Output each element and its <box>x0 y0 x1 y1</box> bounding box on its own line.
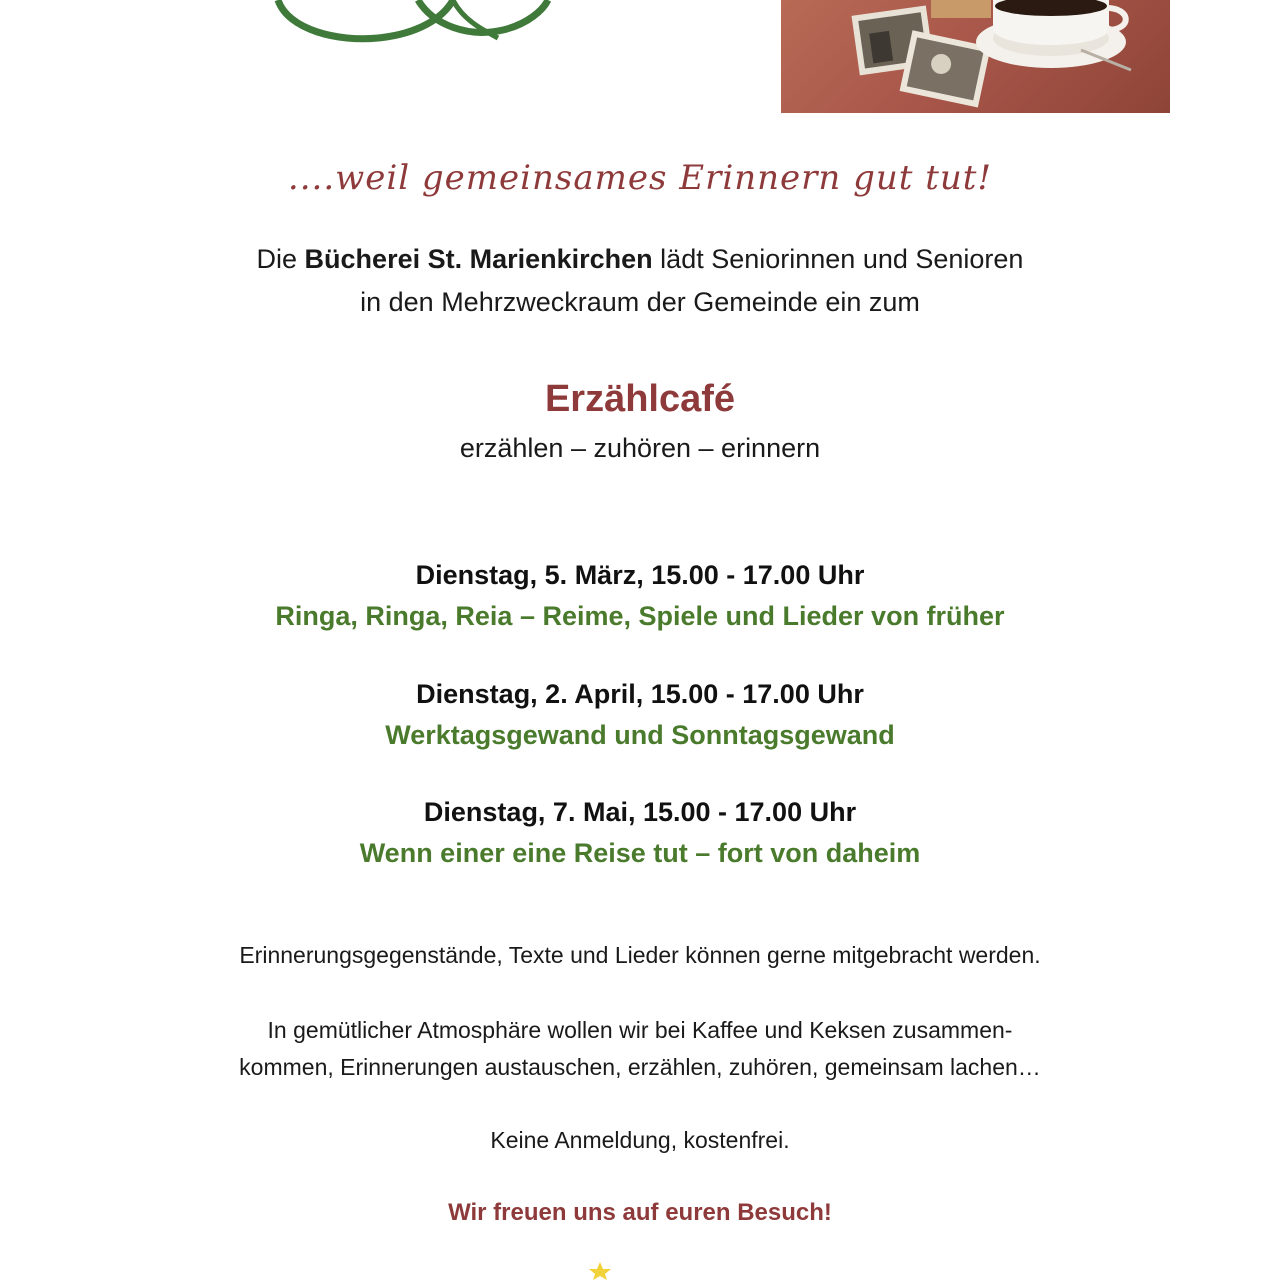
star-icon <box>585 1262 615 1280</box>
event-topic-1: Ringa, Ringa, Reia – Reime, Spiele und Lieder von früher <box>275 601 1005 631</box>
event-date-3: Dienstag, 7. Mai, 15.00 - 17.00 Uhr <box>423 797 857 827</box>
note-registration: Keine Anmeldung, kostenfrei. <box>490 1127 790 1153</box>
note-bring: Erinnerungsgegenstände, Texte und Lieder können gerne mitgebracht werden. <box>239 942 1041 968</box>
event-date-2: Dienstag, 2. April, 15.00 - 17.00 Uhr <box>416 679 864 709</box>
note-atmosphere-1: In gemütlicher Atmosphäre wollen wir bei Kaffee und Keksen zusammen- <box>267 1017 1013 1043</box>
note-atmosphere-2: kommen, Erinnerungen austauschen, erzählen, zuhören, gemeinsam lachen… <box>239 1054 1041 1080</box>
coffee-photos-image <box>781 0 1170 113</box>
event-topic-3: Wenn einer eine Reise tut – fort von daheim <box>359 838 921 868</box>
intro-line-2: in den Mehrzweckraum der Gemeinde ein zum <box>360 287 920 317</box>
intro-line-1 <box>0 244 1280 275</box>
closing-message: Wir freuen uns auf euren Besuch! <box>448 1199 832 1226</box>
intro-suffix: lädt Seniorinnen und Senioren <box>652 244 1024 274</box>
library-name: Bücherei St. Marienkirchen <box>304 244 653 274</box>
event-subtitle: erzählen – zuhören – erinnern <box>459 433 821 463</box>
ribbon-logo-icon <box>268 0 558 50</box>
event-date-1: Dienstag, 5. März, 15.00 - 17.00 Uhr <box>415 560 865 590</box>
event-topic-2: Werktagsgewand und Sonntagsgewand <box>385 720 895 750</box>
tagline: ....weil gemeinsames Erinnern gut tut! <box>287 158 993 198</box>
event-title: Erzählcafé <box>544 378 736 420</box>
intro-prefix: Die <box>256 244 305 274</box>
